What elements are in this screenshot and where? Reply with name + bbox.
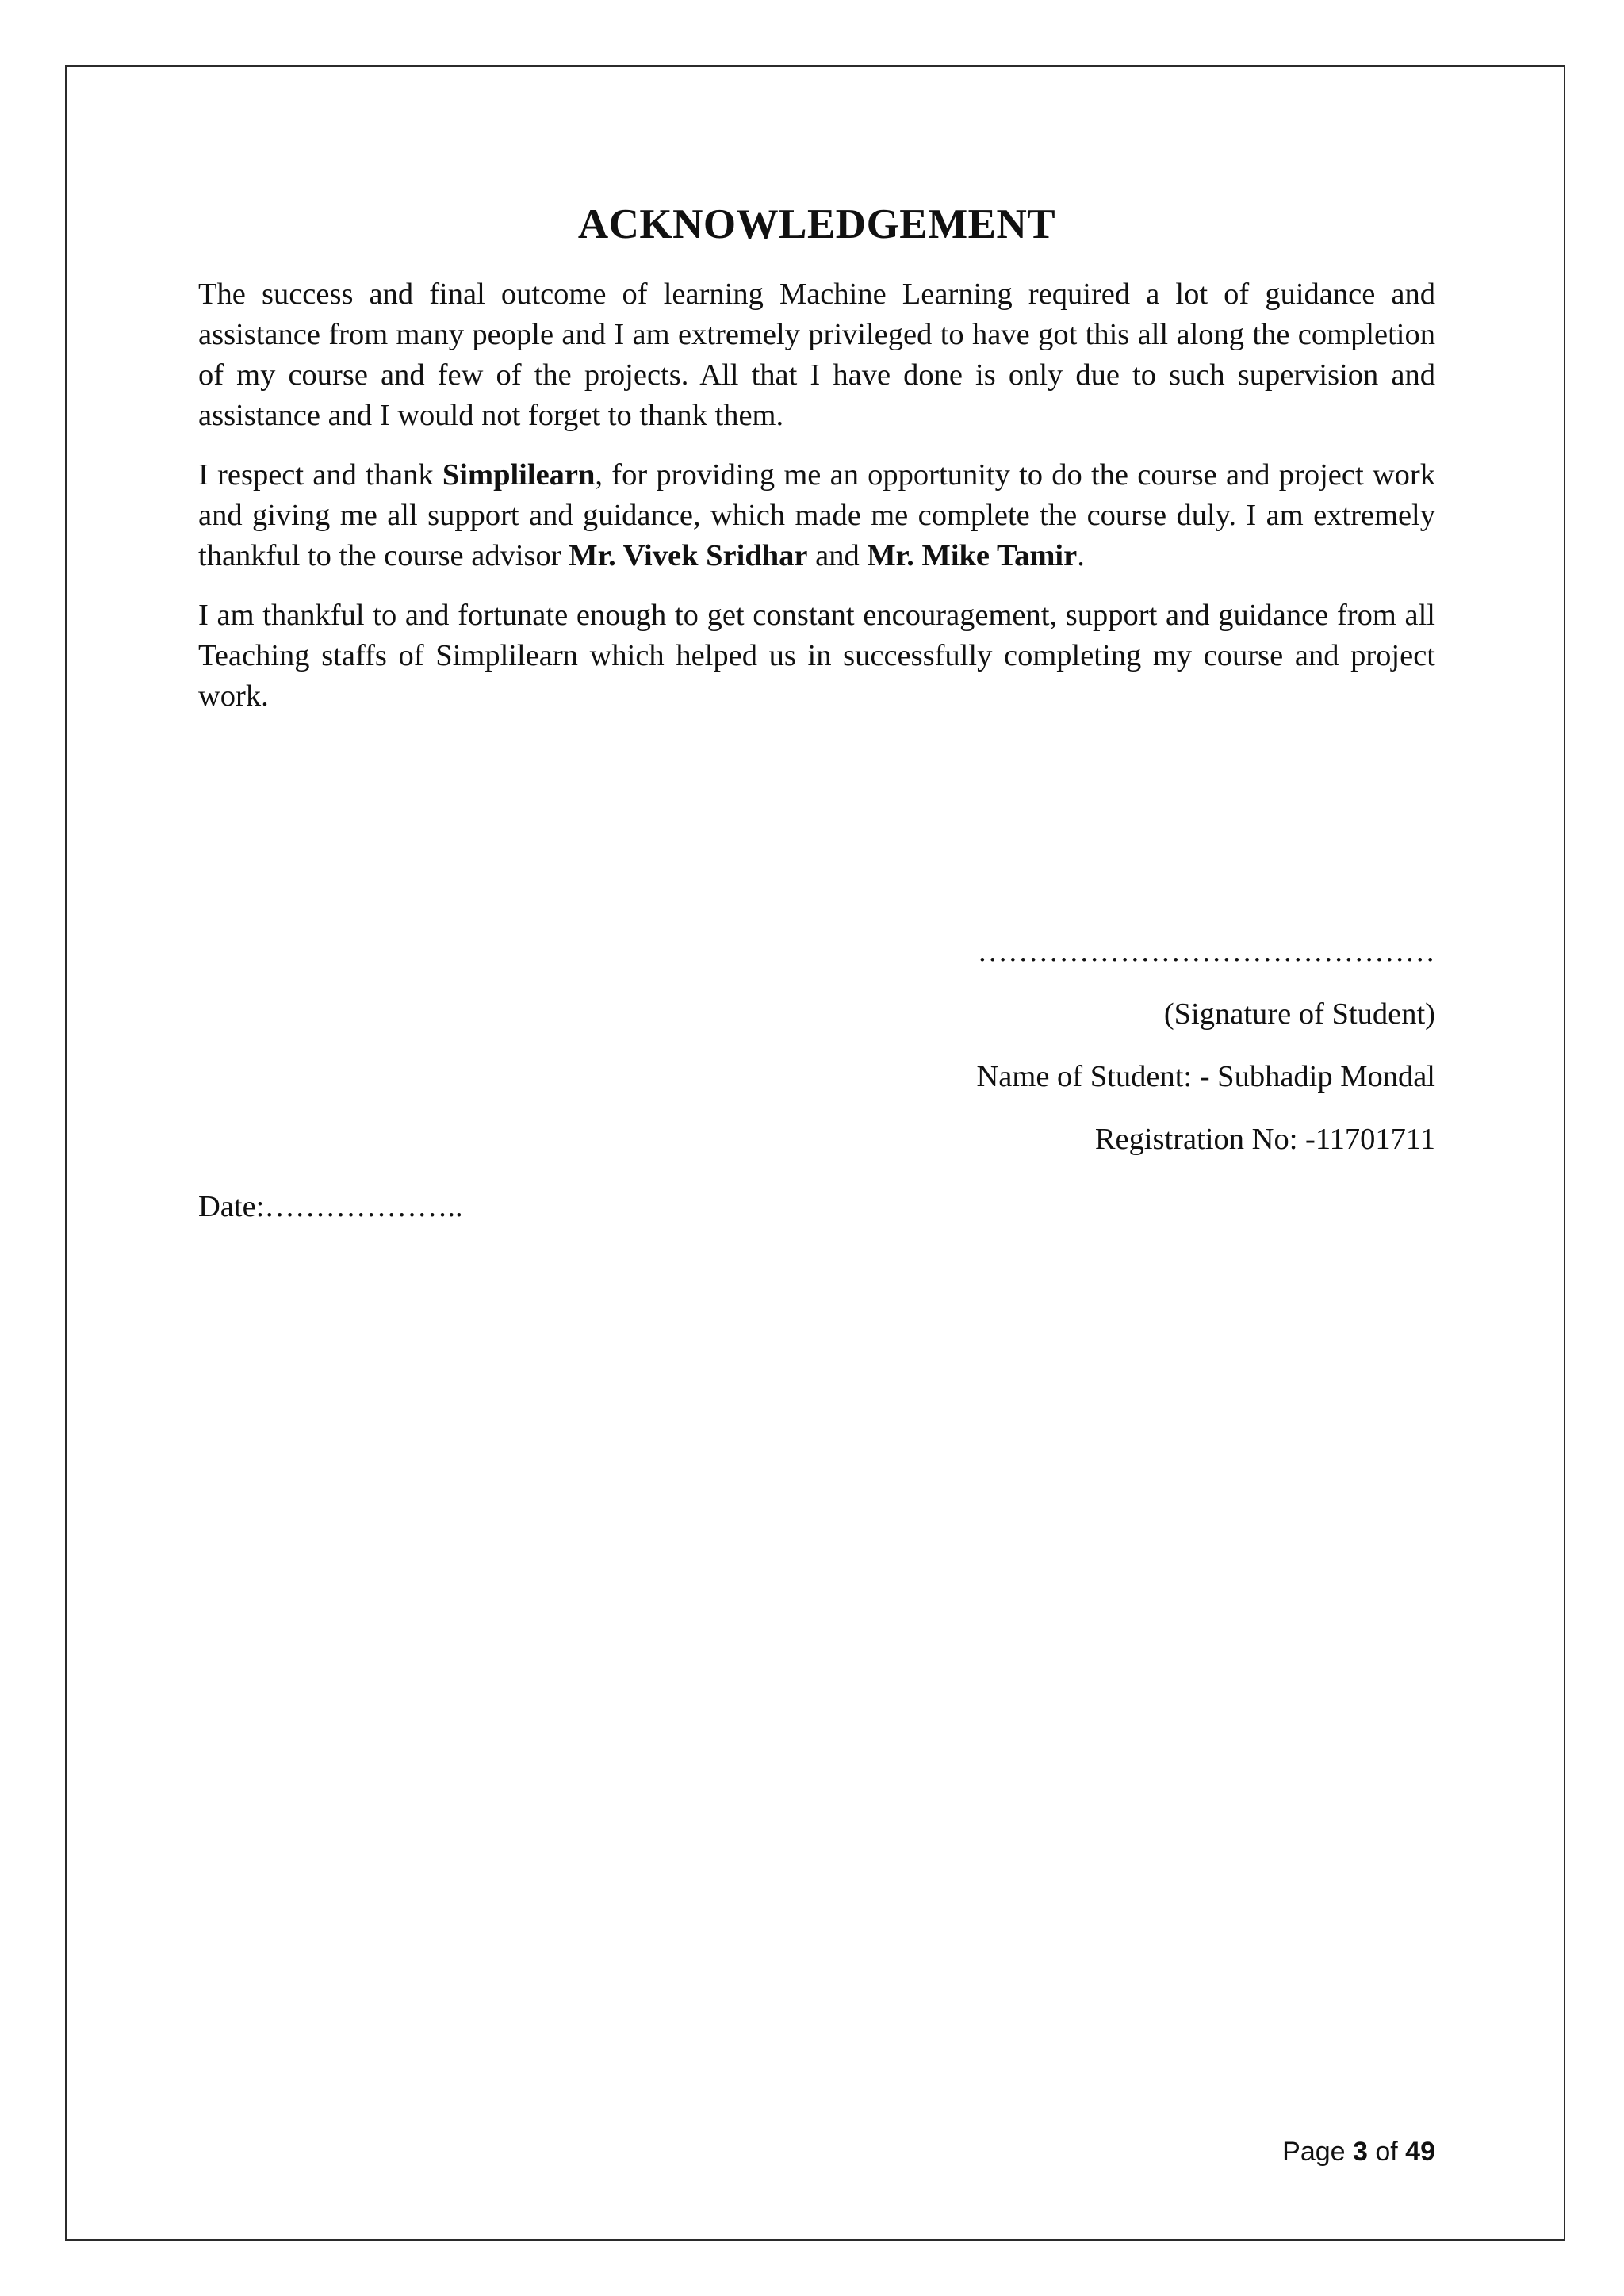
signature-block — [977, 932, 1436, 1182]
paragraph-2-text-1: I respect and thank — [198, 458, 442, 492]
current-page-number: 3 — [1353, 2137, 1368, 2167]
footer-page-word: Page — [1282, 2137, 1353, 2167]
page-title: ACKNOWLEDGEMENT — [577, 201, 1056, 247]
signature-label: (Signature of Student) — [1163, 997, 1435, 1031]
paragraph-1: The success and final outcome of learning Machine Learning required a lot of guidance and assistance from many people and I am extremely privileged to have got this all along the completion of my course and few of the projects. All that I have done is only due to such supervision and assistance and I would not forget to thank them. — [198, 277, 1435, 432]
paragraph-2-text-4: . — [1077, 539, 1085, 572]
student-name: Name of Student: - Subhadip Mondal — [976, 1060, 1435, 1093]
org-name-simplilearn: Simplilearn — [442, 458, 596, 492]
paragraph-2-text-2: , for providing me an opportunity to do the course and project work and giving me all support and guidance, which made me complete the course duly. I am extremely thankful to the course advisor — [198, 458, 1436, 572]
total-page-count: 49 — [1405, 2137, 1435, 2167]
paragraph-2-text-3: and — [807, 539, 868, 572]
registration-number: Registration No: -11701711 — [1094, 1123, 1435, 1156]
page-footer — [1282, 2134, 1435, 2169]
signature-line: ……………………………………… — [977, 935, 1435, 968]
paragraph-2 — [198, 455, 1435, 576]
footer-of-word: of — [1367, 2137, 1406, 2167]
date-line: Date:……………….. — [198, 1190, 463, 1223]
paragraph-3: I am thankful to and fortunate enough to get constant encouragement, support and guidance from all Teaching staffs of Simplilearn which helped us in successfully completing my course and project work. — [198, 599, 1435, 713]
document-body — [198, 197, 1435, 736]
advisor-name-2: Mr. Mike Tamir — [867, 539, 1078, 572]
advisor-name-1: Mr. Vivek Sridhar — [569, 539, 808, 572]
